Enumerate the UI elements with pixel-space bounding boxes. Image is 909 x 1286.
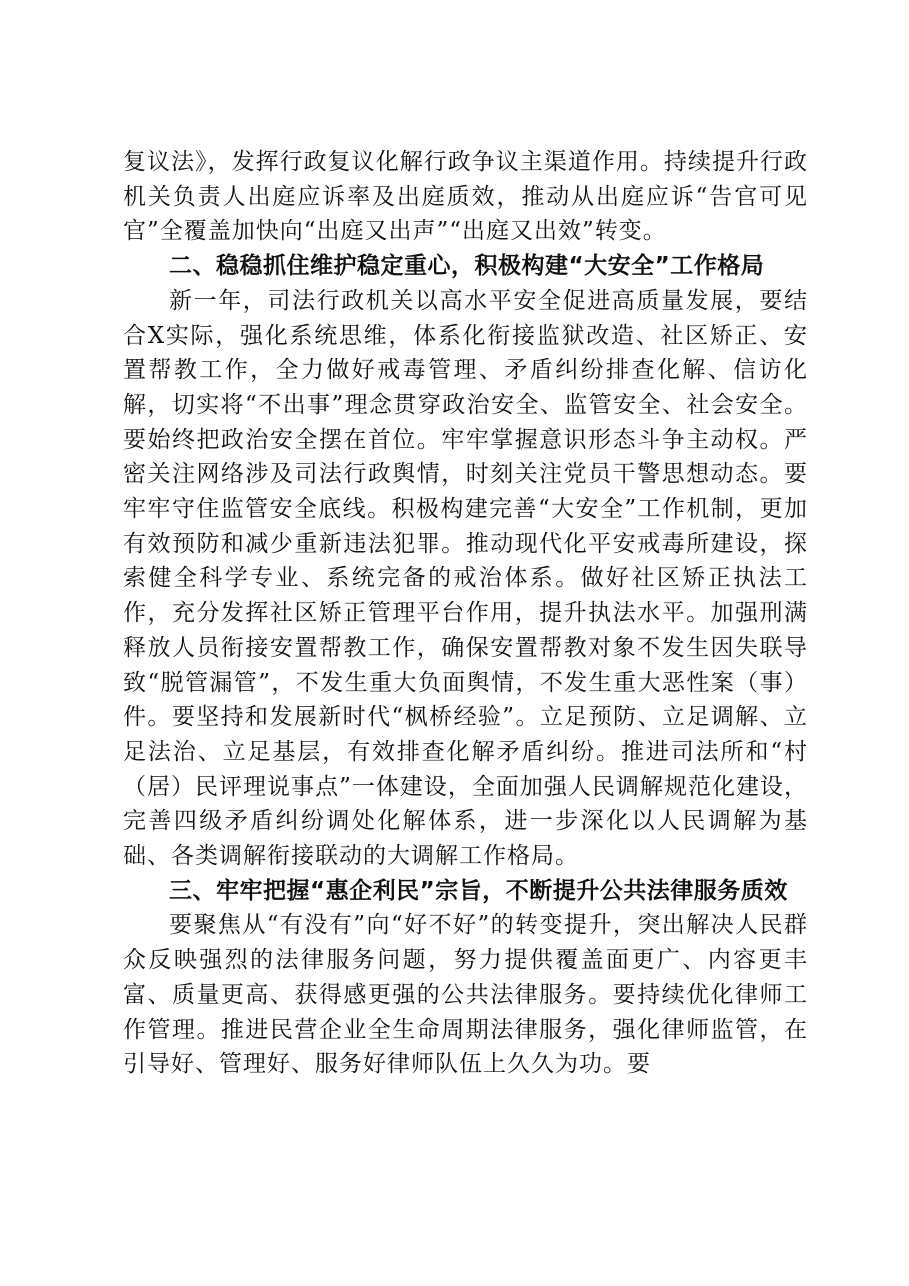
document-page [123, 145, 808, 1082]
section-heading-2: 二、稳稳抓住维护稳定重心，积极构建“大安全”工作格局 [169, 253, 765, 280]
paragraph-security: 新一年，司法行政机关以高水平安全促进高质量发展，要结合X实际，强化系统思维，体系化衔接监狱改造、社区矫正、安置帮教工作，全力做好戒毒管理、矛盾纠纷排查化解、信访化解，切实将“不出事”理念贯穿政治安全、监管安全、社会安全。要始终把政治安全摆在首位。牢牢掌握意识形态斗争主动权。严密关注网络涉及司法行政舆情，时刻关注党员干警思想动态。要牢牢守住监管安全底线。积极构建完善“大安全”工作机制，更加有效预防和减少重新违法犯罪。推动现代化平安戒毒所建设，探索健全科学专业、系统完备的戒治体系。做好社区矫正执法工作，充分发挥社区矫正管理平台作用，提升执法水平。加强刑满释放人员衔接安置帮教工作，确保安置帮教对象不发生因失联导致“脱管漏管”，不发生重大负面舆情，不发生重大恶性案（事）件。要坚持和发展新时代“枫桥经验”。立足预防、立足调解、立足法治、立足基层，有效排查化解矛盾纠纷。推进司法所和“村（居）民评理说事点”一体建设，全面加强人民调解规范化建设，完善四级矛盾纠纷调处化解体系，进一步深化以人民调解为基础、各类调解衔接联动的大调解工作格局。 [123, 287, 808, 870]
paragraph-continued: 复议法》，发挥行政复议化解行政争议主渠道作用。持续提升行政机关负责人出庭应诉率及出庭质效，推动从出庭应诉“告官可见官”全覆盖加快向“出庭又出声”“出庭又出效”转变。 [123, 149, 808, 245]
section-heading-3: 三、牢牢把握“惠企利民”宗旨，不断提升公共法律服务质效 [169, 877, 788, 904]
paragraph-legal-services: 要聚焦从“有没有”向“好不好”的转变提升，突出解决人民群众反映强烈的法律服务问题，努力提供覆盖面更广、内容更丰富、质量更高、获得感更强的公共法律服务。要持续优化律师工作管理。推进民营企业全生命周期法律服务，强化律师监管，在引导好、管理好、服务好律师队伍上久久为功。要 [123, 912, 808, 1078]
